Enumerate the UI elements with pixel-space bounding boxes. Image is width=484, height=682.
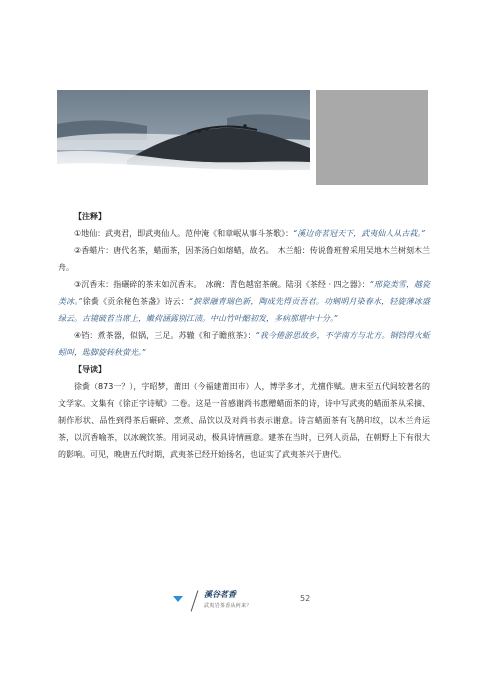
notes-heading: 【注释】 [74,212,106,221]
note-4-quote: “我今倦游思故乡，不学南方与北方。铜铛得火蚯蚓叫，匙脚旋转秋萤光。” [58,331,431,357]
note-2 [58,242,430,276]
guide-heading: 【导读】 [74,365,106,374]
triangle-marker-icon [173,596,183,602]
note-4 [58,327,430,361]
footer-subtitle: 武夷岩茶香从何来？ [204,603,252,609]
footer-divider [191,590,199,611]
note-1-text: ①地仙：武夷君，即武夷仙人。范仲淹《和章岷从事斗茶歌》： [74,229,294,238]
landscape-photo [57,90,310,185]
note-1-quote: “溪边奇茗冠天下，武夷仙人从古栽。” [293,229,426,238]
guide-paragraph: 徐夤（873一？），字昭梦，莆田（今福建莆田市）人，博学多才，尤擅作赋。唐末至五代间较著名的文学家。文集有《徐正字诗赋》二卷。这是一首感谢尚书惠赠蜡面茶的诗，诗中写武夷的蜡面茶从采摘、制作形状、品性到得茶后碾碎、烹煮、品饮以及对尚书表示谢意。诗言蜡面茶有飞鹊印纹，以木兰舟运茶，以沉香喻茶，以冰碗饮茶。用词灵动，极具诗情画意。建茶在当时，已列人贡品，在朝野上下有很大的影响。可见，晚唐五代时期，武夷茶已经开始扬名，也证实了武夷茶兴于唐代。 [58,382,430,459]
note-3-quote-2: “捩翠融青瑞色新，陶成先得贡吾君。功剜明月染春水，轻旋薄冰盛绿云。古镜破苔当席上，嫩荷涵露别江渍。中山竹叶醅初发，多病那堪中十分。” [58,297,431,323]
page-number: 52 [300,594,311,603]
note-2-text: ②香蜡片：唐代名茶，蜡面茶，因茶汤白如熔蜡，故名。 木兰船：传说鲁班曾采用吴地木兰树刻木兰舟。 [58,246,430,272]
page-content [58,208,430,463]
note-1 [58,225,430,242]
note-3-text-1: ③沉香末：指碾碎的茶末如沉香末。 冰碗：青色越窑茶碗。陆羽《茶经 · 四之器》： [74,280,370,289]
note-4-text: ④铛：煮茶器，似锅，三足。苏辙《和子瞻煎茶》： [74,331,256,340]
note-3-quote-1: “邢瓷类雪，越瓷类冰。” [58,280,430,306]
page-footer [0,588,484,618]
footer-brand: 溪谷茗香 [204,589,236,599]
gray-side-panel [316,90,428,185]
note-3 [58,276,430,327]
misty-mountain-illustration [57,90,310,185]
note-3-text-2: 徐夤《贡余秘色茶盏》诗云： [82,297,189,306]
